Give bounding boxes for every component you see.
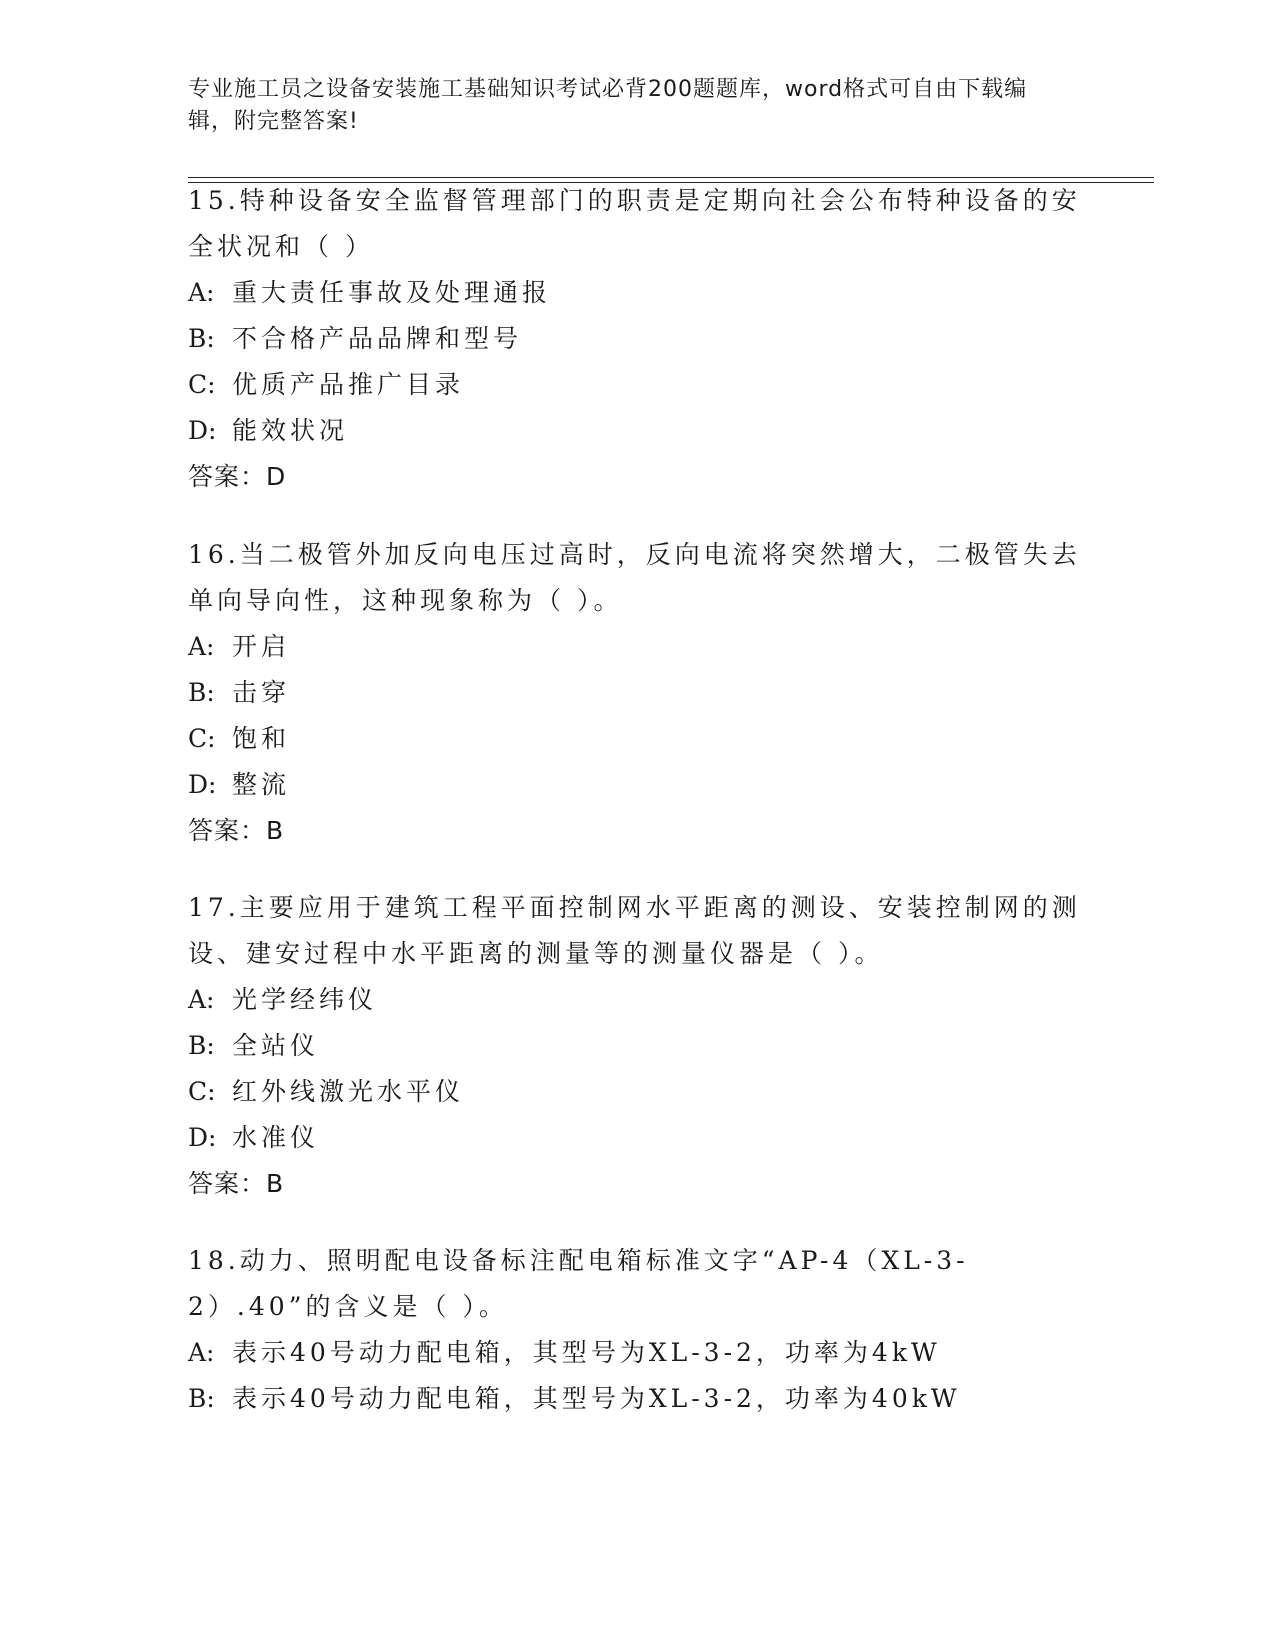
option-key: A: [188, 278, 215, 307]
option-key: D: [188, 770, 217, 799]
option-b [188, 1376, 1088, 1422]
option-b [188, 316, 1088, 362]
option-a [188, 624, 1088, 670]
document-header-title: 专业施工员之设备安装施工基础知识考试必背200题题库，word格式可自由下载编辑，附完整答案! [188, 77, 1028, 134]
question-stem: 15.特种设备安全监督管理部门的职责是定期向社会公布特种设备的安全状况和（ ） [188, 186, 1081, 261]
option-key: B: [188, 1031, 215, 1060]
option-key: D: [188, 416, 217, 445]
answer-label: 答案：B [188, 1169, 285, 1198]
option-text: 水准仪 [232, 1123, 320, 1152]
option-text: 整流 [232, 770, 291, 799]
option-text: 表示40号动力配电箱，其型号为XL-3-2，功率为4kW [232, 1338, 941, 1367]
option-text: 光学经纬仪 [232, 985, 378, 1014]
option-a [188, 977, 1088, 1023]
option-key: A: [188, 1338, 215, 1367]
option-d [188, 1115, 1088, 1161]
option-text: 表示40号动力配电箱，其型号为XL-3-2，功率为40kW [232, 1384, 961, 1413]
option-c [188, 1069, 1088, 1115]
option-text: 不合格产品品牌和型号 [232, 324, 523, 353]
option-c [188, 716, 1088, 762]
option-b [188, 670, 1088, 716]
question-stem: 18.动力、照明配电设备标注配电箱标准文字“AP-4（XL-3-2）.40”的含义是（ ）。 [188, 1246, 969, 1321]
question-17 [188, 885, 1088, 1207]
option-key: C: [188, 1077, 216, 1106]
answer-label: 答案：B [188, 816, 285, 845]
option-d [188, 762, 1088, 808]
option-c [188, 362, 1088, 408]
question-stem: 16.当二极管外加反向电压过高时，反向电流将突然增大，二极管失去单向导向性，这种现象称为（ ）。 [188, 540, 1081, 615]
option-key: A: [188, 632, 215, 661]
question-stem: 17.主要应用于建筑工程平面控制网水平距离的测设、安装控制网的测设、建安过程中水平距离的测量等的测量仪器是（ ）。 [188, 893, 1081, 968]
option-text: 优质产品推广目录 [232, 370, 465, 399]
option-text: 饱和 [232, 724, 291, 753]
option-text: 重大责任事故及处理通报 [232, 278, 552, 307]
answer-label: 答案：D [188, 462, 287, 491]
option-key: B: [188, 324, 215, 353]
question-16 [188, 532, 1088, 854]
option-text: 击穿 [232, 678, 291, 707]
option-a [188, 1330, 1088, 1376]
question-18 [188, 1238, 1088, 1422]
option-text: 开启 [232, 632, 291, 661]
option-key: A: [188, 985, 215, 1014]
option-key: B: [188, 678, 215, 707]
option-text: 红外线激光水平仪 [232, 1077, 465, 1106]
option-text: 能效状况 [232, 416, 349, 445]
option-a [188, 270, 1088, 316]
option-text: 全站仪 [232, 1031, 320, 1060]
option-key: B: [188, 1384, 215, 1413]
option-key: C: [188, 724, 216, 753]
option-b [188, 1023, 1088, 1069]
option-key: C: [188, 370, 216, 399]
option-key: D: [188, 1123, 217, 1152]
option-d [188, 408, 1088, 454]
question-15 [188, 178, 1088, 500]
